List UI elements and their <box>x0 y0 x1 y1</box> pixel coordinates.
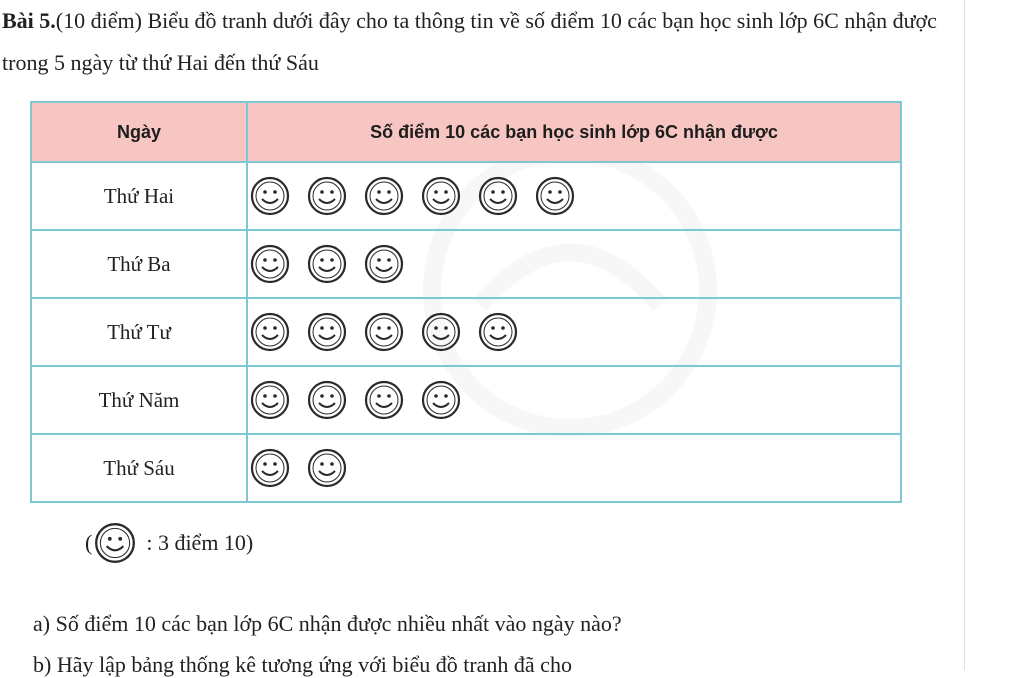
problem-statement <box>2 0 952 84</box>
smiley-face-icon <box>248 242 292 286</box>
smiley-face-icon <box>248 378 292 422</box>
row-day-label: Thứ Hai <box>31 162 247 230</box>
row-icons-cell <box>247 366 901 434</box>
table-row <box>31 434 901 502</box>
question-a: a) Số điểm 10 các bạn lớp 6C nhận được nhiều nhất vào ngày nào? <box>33 611 622 636</box>
smiley-face-icon <box>533 174 577 218</box>
smiley-face-icon <box>305 310 349 354</box>
question-b: b) Hãy lập bảng thống kê tương ứng với biểu đồ tranh đã cho <box>33 652 572 677</box>
smiley-face-icon <box>476 310 520 354</box>
legend <box>85 520 253 566</box>
smiley-face-icon <box>362 174 406 218</box>
table-header-row <box>31 102 901 162</box>
row-day-label: Thứ Sáu <box>31 434 247 502</box>
smiley-face-icon <box>362 378 406 422</box>
smiley-face-icon <box>305 242 349 286</box>
smiley-face-icon <box>419 310 463 354</box>
row-icons-cell <box>247 298 901 366</box>
row-icons-cell <box>247 162 901 230</box>
problem-text: Biểu đồ tranh dưới đây cho ta thông tin về số điểm 10 các bạn học sinh lớp 6C nhận được trong 5 ngày từ thứ Hai đến thứ Sáu <box>2 8 937 75</box>
header-day: Ngày <box>31 102 247 162</box>
smiley-face-icon <box>419 378 463 422</box>
row-icons-cell <box>247 230 901 298</box>
page-margin-line <box>964 0 965 670</box>
smiley-face-icon <box>305 378 349 422</box>
legend-open-paren: ( <box>85 530 93 555</box>
table-row <box>31 162 901 230</box>
smiley-face-icon <box>419 174 463 218</box>
header-count: Số điểm 10 các bạn học sinh lớp 6C nhận được <box>247 102 901 162</box>
row-icons-cell <box>247 434 901 502</box>
row-day-label: Thứ Năm <box>31 366 247 434</box>
smiley-face-icon <box>305 174 349 218</box>
legend-smiley-icon <box>92 520 138 566</box>
smiley-face-icon <box>248 174 292 218</box>
table-row <box>31 298 901 366</box>
table-row <box>31 230 901 298</box>
table-row <box>31 366 901 434</box>
row-day-label: Thứ Tư <box>31 298 247 366</box>
problem-points: (10 điểm) <box>55 8 142 33</box>
smiley-face-icon <box>248 446 292 490</box>
pictograph-table <box>30 101 902 503</box>
smiley-face-icon <box>305 446 349 490</box>
legend-text: : 3 điểm 10) <box>146 530 254 555</box>
problem-number: Bài 5. <box>2 8 56 33</box>
row-day-label: Thứ Ba <box>31 230 247 298</box>
smiley-face-icon <box>248 310 292 354</box>
smiley-face-icon <box>362 310 406 354</box>
smiley-face-icon <box>476 174 520 218</box>
smiley-face-icon <box>362 242 406 286</box>
